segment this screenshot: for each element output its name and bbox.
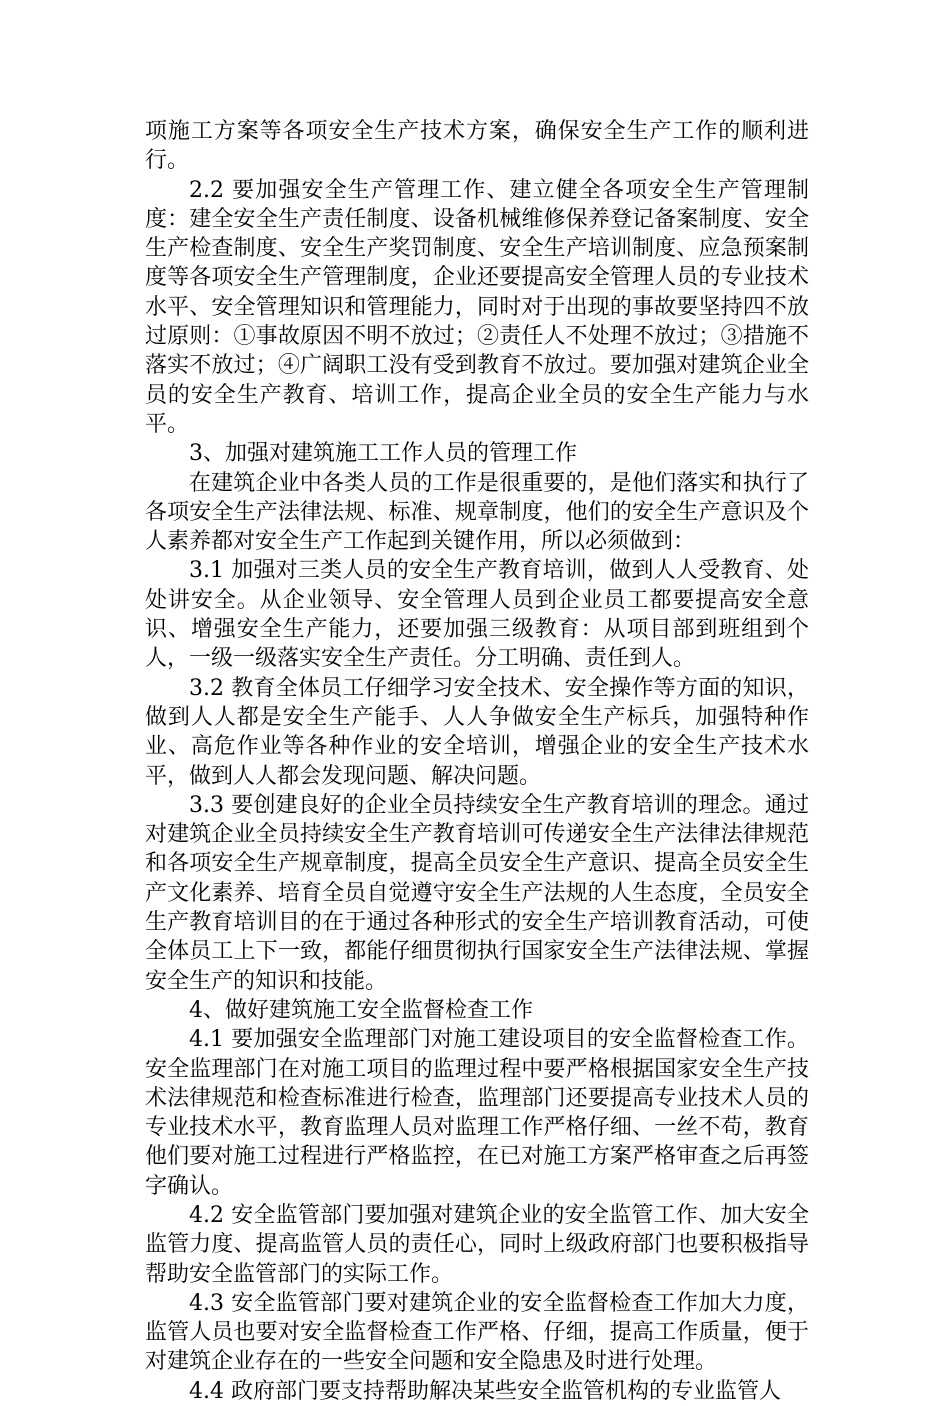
- paragraph-3-1: 3.1 加强对三类人员的安全生产教育培训，做到人人受教育、处处讲安全。从企业领导、安全管理人员到企业员工都要提高安全意识、增强安全生产能力，还要加强三级教育：从项目部到班组到个人，一级一级落实安全生产责任。分工明确、责任到人。: [145, 558, 809, 672]
- paragraph-4-4: 4.4 政府部门要支持帮助解决某些安全监管机构的专业监管人: [189, 1378, 781, 1404]
- paragraph-3-3: 3.3 要创建良好的企业全员持续安全生产教育培训的理念。通过对建筑企业全员持续安全生产教育培训可传递安全生产法律法律规范和各项安全生产规章制度，提高全员安全生产意识、提高全员安全生产文化素养、培育全员自觉遵守安全生产法规的人生态度，全员安全生产教育培训目的在于通过各种形式的安全生产培训教育活动，可使全体员工上下一致，都能仔细贯彻执行国家安全生产法律法规、掌握安全生产的知识和技能。: [145, 792, 809, 994]
- section-heading-3: 3、加强对建筑施工工作人员的管理工作: [189, 441, 577, 467]
- paragraph-section-3-intro: 在建筑企业中各类人员的工作是很重要的，是他们落实和执行了各项安全生产法律法规、标准、规章制度，他们的安全生产意识及个人素养都对安全生产工作起到关键作用，所以必须做到：: [145, 470, 809, 555]
- section-heading-4: 4、做好建筑施工安全监督检查工作: [189, 997, 533, 1023]
- paragraph-continuation: 项施工方案等各项安全生产技术方案，确保安全生产工作的顺利进行。: [145, 119, 809, 174]
- paragraph-4-2: 4.2 安全监管部门要加强对建筑企业的安全监管工作、加大安全监管力度、提高监管人员的责任心，同时上级政府部门也要积极指导帮助安全监管部门的实际工作。: [145, 1202, 809, 1287]
- paragraph-3-2: 3.2 教育全体员工仔细学习安全技术、安全操作等方面的知识，做到人人都是安全生产能手、人人争做安全生产标兵，加强特种作业、高危作业等各种作业的安全培训，增强企业的安全生产技术水平，做到人人都会发现问题、解决问题。: [145, 675, 809, 789]
- paragraph-4-3: 4.3 安全监管部门要对建筑企业的安全监督检查工作加大力度，监管人员也要对安全监督检查工作严格、仔细，提高工作质量，便于对建筑企业存在的一些安全问题和安全隐患及时进行处理。: [145, 1290, 809, 1375]
- document-page: [145, 117, 809, 1406]
- paragraph-2-2: 2.2 要加强安全生产管理工作、建立健全各项安全生产管理制度：建全安全生产责任制度、设备机械维修保养登记备案制度、安全生产检查制度、安全生产奖罚制度、安全生产培训制度、应急预案制度等各项安全生产管理制度，企业还要提高安全管理人员的专业技术水平、安全管理知识和管理能力，同时对于出现的事故要坚持四不放过原则：①事故原因不明不放过；②责任人不处理不放过；③措施不落实不放过；④广阔职工没有受到教育不放过。要加强对建筑企业全员的安全生产教育、培训工作，提高企业全员的安全生产能力与水平。: [145, 177, 809, 437]
- paragraph-4-1: 4.1 要加强安全监理部门对施工建设项目的安全监督检查工作。安全监理部门在对施工项目的监理过程中要严格根据国家安全生产技术法律规范和检查标准进行检查，监理部门还要提高专业技术人员的专业技术水平，教育监理人员对监理工作严格仔细、一丝不苟，教育他们要对施工过程进行严格监控，在已对施工方案严格审查之后再签字确认。: [145, 1027, 809, 1199]
